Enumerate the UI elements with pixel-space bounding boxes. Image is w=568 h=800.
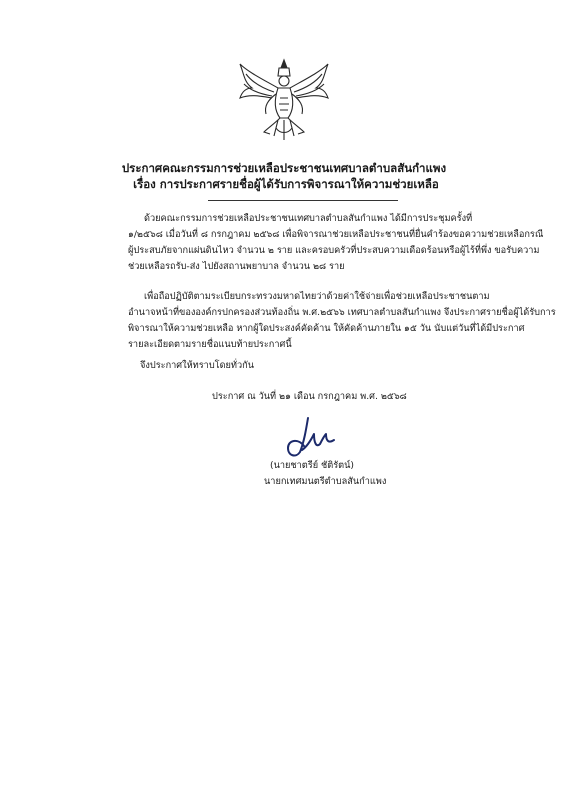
paragraph-line: รายละเอียดตามรายชื่อแนบท้ายประกาศนี้ <box>128 339 292 350</box>
signer-title: นายกเทศมนตรีตำบลสันกำแพง <box>264 476 387 487</box>
handwritten-signature-icon <box>278 416 338 460</box>
paragraph-line: ด้วยคณะกรรมการช่วยเหลือประชาชนเทศบาลตำบลสันกำแพง ได้มีการประชุมครั้งที่ <box>144 213 473 224</box>
paragraph-line: เพื่อถือปฏิบัติตามระเบียบกระทรวงมหาดไทยว่าด้วยค่าใช้จ่ายเพื่อช่วยเหลือประชาชนตาม <box>144 291 490 302</box>
announcement-title <box>0 160 568 192</box>
closing-line: จึงประกาศให้ทราบโดยทั่วกัน <box>140 360 254 371</box>
paragraph-line: พิจารณาให้ความช่วยเหลือ หากผู้ใดประสงค์คัดค้าน ให้คัดค้านภายใน ๑๕ วัน นับแต่วันที่ได้มีประกาศ <box>128 323 525 334</box>
garuda-emblem-icon <box>234 58 334 142</box>
closing-statement <box>140 358 480 374</box>
signer-name: (นายชาตรีย์ ชัติรัตน์) <box>270 460 354 471</box>
title-line-2: เรื่อง การประกาศรายชื่อผู้ได้รับการพิจารณาให้ความช่วยเหลือ <box>133 177 439 191</box>
announcement-date: ประกาศ ณ วันที่ ๒๑ เดือน กรกฎาคม พ.ศ. ๒๕๖๘ <box>212 391 407 402</box>
paragraph-line: ๑/๒๕๖๘ เมื่อวันที่ ๘ กรกฎาคม ๒๕๖๘ เพื่อพิจารณาช่วยเหลือประชาชนที่ยื่นคำร้องขอความช่วยเหลือกรณี <box>128 229 544 240</box>
paragraph-meeting <box>128 211 544 275</box>
title-divider <box>208 200 398 201</box>
paragraph-line: ผู้ประสบภัยจากแผ่นดินไหว จำนวน ๒ ราย และครอบครัวที่ประสบความเดือดร้อนหรือผู้ไร้ที่พึ่ง ขอรับความ <box>128 245 540 256</box>
paragraph-line: อำนาจหน้าที่ขององค์กรปกครองส่วนท้องถิ่น พ.ศ.๒๕๖๖ เทศบาลตำบลสันกำแพง จึงประกาศรายชื่อผู้ได้รับการ <box>128 307 556 318</box>
title-line-1: ประกาศคณะกรรมการช่วยเหลือประชาชนเทศบาลตำบลสันกำแพง <box>121 161 447 175</box>
paragraph-line: ช่วยเหลือรถรับ-ส่ง ไปยังสถานพยาบาล จำนวน ๒๘ ราย <box>128 261 345 272</box>
paragraph-regulation <box>128 289 556 353</box>
